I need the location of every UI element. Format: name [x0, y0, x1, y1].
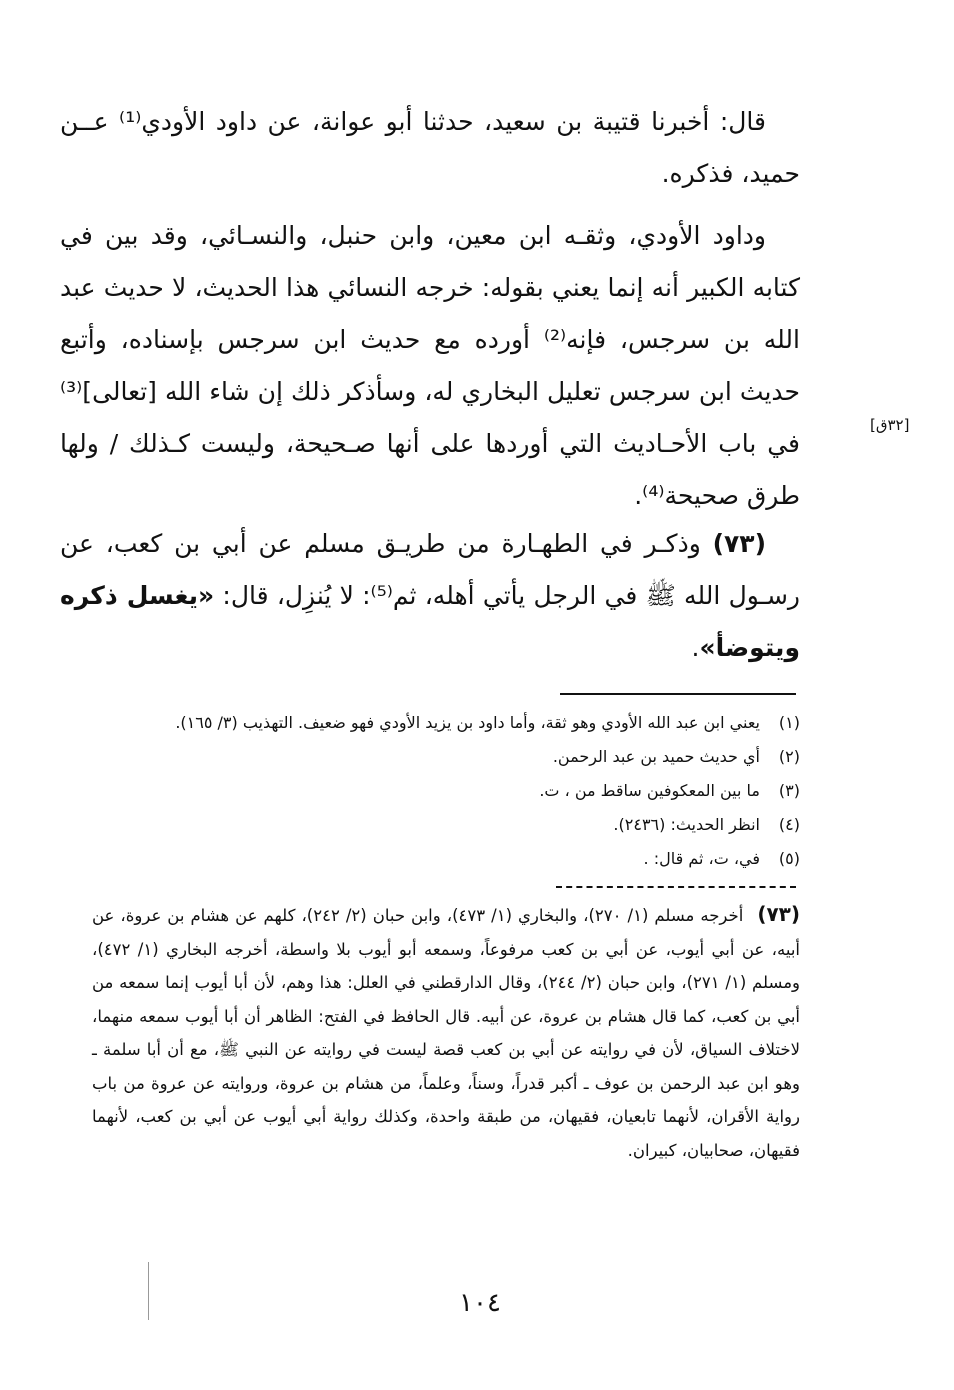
takhrij-note — [92, 898, 800, 1167]
footnotes-list — [140, 706, 800, 876]
footnote-text: ما بين المعكوفين ساقط من ، ت. — [539, 781, 760, 800]
paragraph-end: . — [691, 633, 700, 662]
hadith-quote: «يغسل ذكره ويتوضأ» — [60, 581, 800, 662]
paragraph-text: وداود الأودي، وثقـه ابن معين، وابن حنبل، والنسـائي، وقد بين في كتابه الكبير أنه إنما يعني بقوله: خرجه النسائي هذا الحديث، لا حديث عبد الله بن سرجس، فإنه⁽²⁾ أورده مع حديث ابن سرجس بإسناده، وأتبع حديث ابن سرجس تعليل البخاري له، وسأذكر ذلك إن شاء الله [تعالى]⁽³⁾ في باب الأحـاديث التي أوردها على أنها صـحيحة، وليست كـذلك / ولها طرق صحيحة⁽⁴⁾. — [60, 221, 800, 510]
paragraph-text: وذكـر في الطهـارة من طريـق مسلم عن أبي بن كعب، عن رسـول الله ﷺ في الرجل يأتي أهله، ثم⁽⁵⁾: لا يُنزِل، قال: — [60, 529, 800, 610]
footnote-item — [140, 842, 800, 876]
footnote-text: يعني ابن عبد الله الأودي وهو ثقة، وأما داود بن يزيد الأودي فهو ضعيف. التهذيب (٣/ ١٦٥). — [175, 713, 760, 732]
main-paragraph-3 — [60, 518, 800, 674]
footnote-number: (٥) — [778, 849, 800, 868]
page-number: ١٠٤ — [459, 1288, 501, 1318]
hadith-number: (٧٣) — [712, 529, 767, 558]
main-paragraph-1 — [60, 96, 800, 200]
footnote-item — [140, 808, 800, 842]
paragraph-text: قال: أخبرنا قتيبة بن سعيد، حدثنا أبو عوانة، عن داود الأودي⁽¹⁾ عــن حميد، فذكره. — [60, 107, 800, 188]
footnote-number: (٤) — [778, 815, 800, 834]
footnote-number: (١) — [778, 713, 800, 732]
takhrij-number: (٧٣) — [757, 902, 801, 926]
footnote-separator — [560, 693, 796, 695]
main-paragraph-2 — [60, 210, 800, 522]
footnote-item — [140, 706, 800, 740]
takhrij-separator — [556, 886, 796, 888]
footnote-text: في، ت، ثم قال: . — [643, 849, 760, 868]
takhrij-text: أخرجه مسلم (١/ ٢٧٠)، والبخاري (١/ ٤٧٣)، وابن حبان (٢/ ٢٤٢)، كلهم عن هشام بن عروة، عن أبيه، عن أبي أيوب، عن أبي بن كعب مرفوعاً، وسمعه أبو أيوب بلا واسطة، أخرجه البخاري (١/ ٤٧٢)، ومسلم (١/ ٢٧١)، وابن حبان (٢/ ٢٤٤)، وقال الدارقطني في العلل: هذا وهم، لأن أبا أيوب إنما سمعه من أبي بن كعب، كما قال هشام بن عروة، عن أبيه. قال الحافظ في الفتح: الظاهر أن أبا أيوب سمعه منهما، لاختلاف السياق، لأن في روايته عن أبي بن كعب قصة ليست في روايته عن النبي ﷺ، مع أن أبا سلمة ـ وهو ابن عبد الرحمن بن عوف ـ أكبر قدراً، وسناً، وعلماً، من هشام بن عروة، وروايته عن عروة من باب رواية الأقران، لأنهما تابعيان، فقيهان، من طبقة واحدة، وكذلك رواية أبي أيوب عن أبي بن كعب، لأنهما فقيهان، صحابيان، كبيران. — [92, 906, 800, 1160]
footnote-number: (٢) — [778, 747, 800, 766]
footnote-number: (٣) — [778, 781, 800, 800]
manuscript-folio-note: [٣٢ق] — [870, 416, 910, 434]
scan-artifact-line — [148, 1262, 149, 1320]
footnote-item — [140, 774, 800, 808]
footnote-item — [140, 740, 800, 774]
footnote-text: انظر الحديث: (٢٤٣٦). — [613, 815, 760, 834]
footnote-text: أي حديث حميد بن عبد الرحمن. — [552, 747, 760, 766]
